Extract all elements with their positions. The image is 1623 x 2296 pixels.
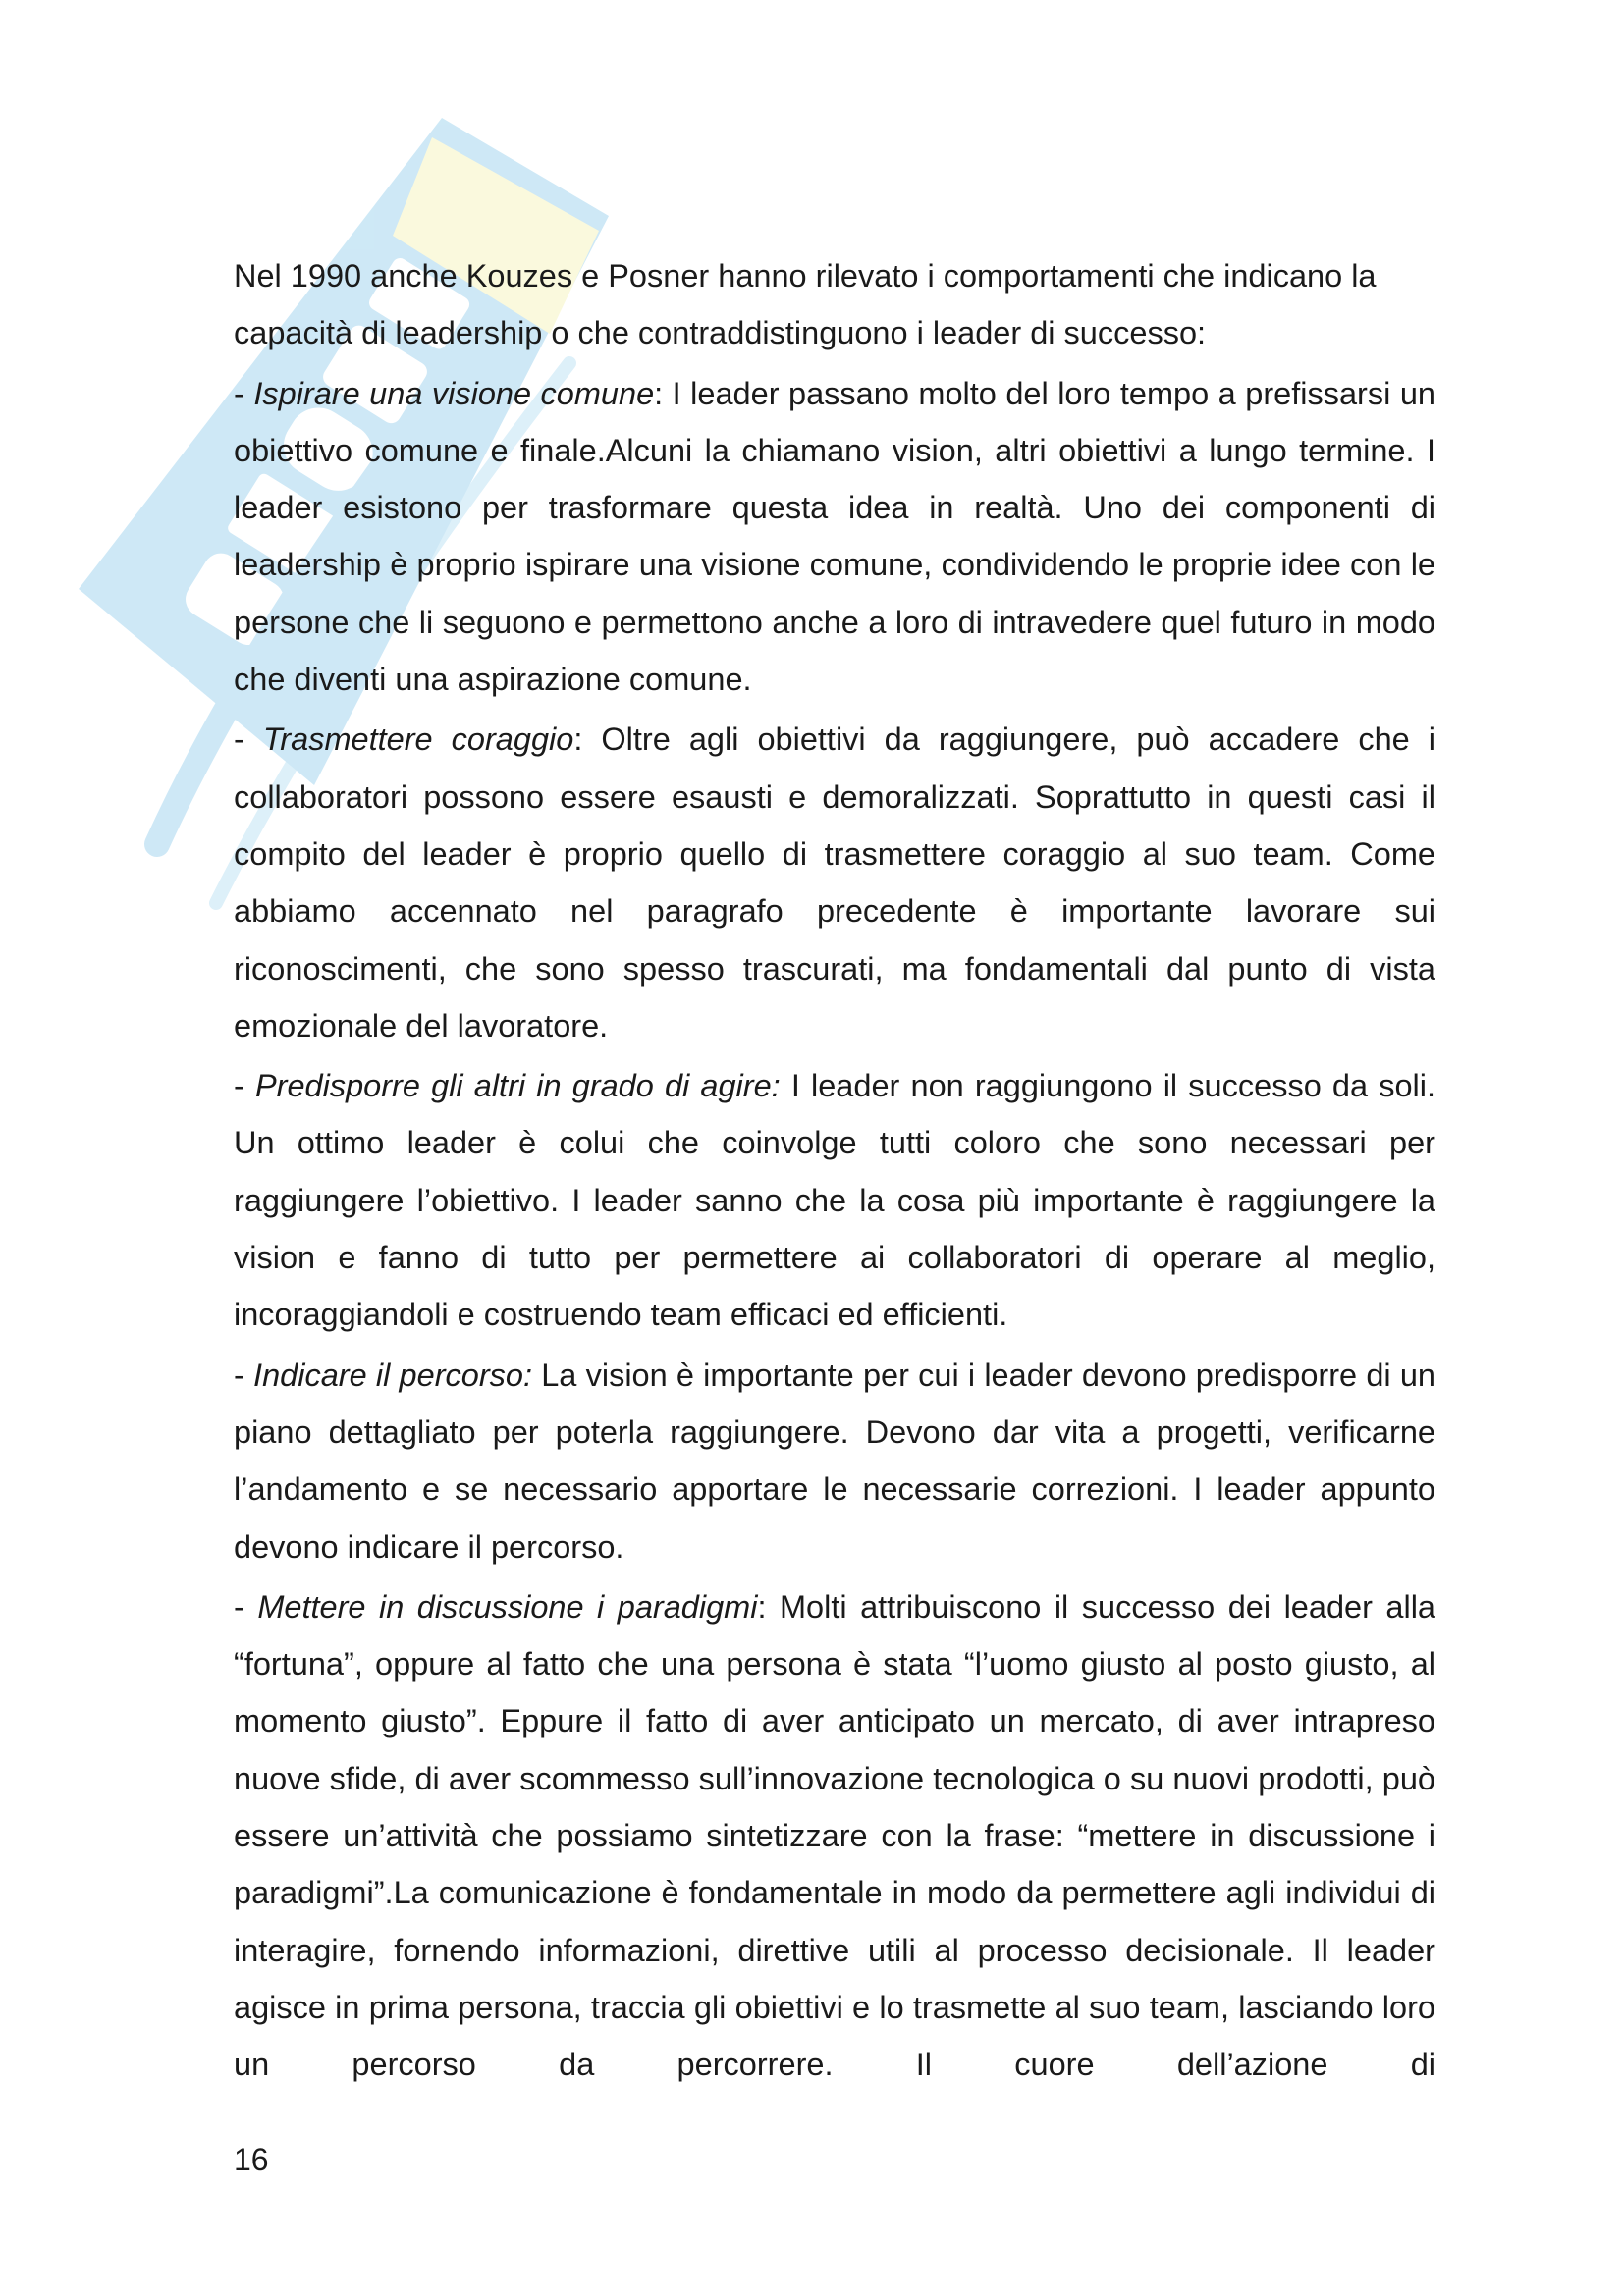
paragraph-lead: Mettere in discussione i paradigmi: [257, 1588, 758, 1625]
paragraph-text: Nel 1990 anche Kouzes e Posner hanno rilevato i comportamenti che indicano la capacità di leadership o che contraddistinguono i leader di successo:: [234, 258, 1377, 351]
bullet-dash: -: [234, 721, 263, 758]
paragraph-lead: Indicare il percorso:: [253, 1357, 533, 1393]
paragraph-intro: [234, 247, 1435, 362]
paragraph-vision: [234, 365, 1435, 709]
paragraph-paradigms: [234, 1578, 1435, 2094]
document-body: [234, 247, 1435, 2097]
paragraph-text: : Molti attribuiscono il successo dei leader alla “fortuna”, oppure al fatto che una persona è stata “l’uomo giusto al posto giusto, al momento giusto”. Eppure il fatto di aver anticipato un mercato, di aver intrapreso nuove sfide, di aver scommesso sull’innovazione tecnologica o su nuovi prodotti, può essere un’attività che possiamo sintetizzare con la frase: “mettere in discussione i paradigmi”.La comunicazione è fondamentale in modo da permettere agli individui di interagire, fornendo informazioni, direttive utili al processo decisionale. Il leader agisce in prima persona, traccia gli obiettivi e lo trasmette al suo team, lasciando loro un percorso da percorrere. Il cuore dell’azione di: [234, 1588, 1435, 2083]
paragraph-lead: Trasmettere coraggio: [262, 721, 574, 758]
bullet-dash: -: [234, 375, 254, 411]
bullet-dash: -: [234, 1357, 254, 1393]
paragraph-text: La vision è importante per cui i leader devono predisporre di un piano dettagliato per poterla raggiungere. Devono dar vita a progetti, verificarne l’andamento e se necessario apportare le necessarie correzioni. I leader appunto devono indicare il percorso.: [234, 1357, 1435, 1565]
paragraph-text: I leader non raggiungono il successo da soli. Un ottimo leader è colui che coinvolge tutti coloro che sono necessari per raggiungere l’obiettivo. I leader sanno che la cosa più importante è raggiungere la vision e fanno di tutto per permettere ai collaboratori di operare al meglio, incoraggiandoli e costruendo team efficaci ed efficienti.: [234, 1068, 1435, 1333]
paragraph-enable-others: [234, 1057, 1435, 1343]
paragraph-path: [234, 1347, 1435, 1575]
bullet-dash: -: [234, 1068, 255, 1104]
paragraph-text: : Oltre agli obiettivi da raggiungere, può accadere che i collaboratori possono essere esausti e demoralizzati. Soprattutto in questi casi il compito del leader è proprio quello di trasmettere coraggio al suo team. Come abbiamo accennato nel paragrafo precedente è importante lavorare sui riconoscimenti, che sono spesso trascurati, ma fondamentali dal punto di vista emozionale del lavoratore.: [234, 721, 1435, 1043]
paragraph-lead: Predisporre gli altri in grado di agire:: [254, 1068, 781, 1104]
paragraph-text: : I leader passano molto del loro tempo a prefissarsi un obiettivo comune e finale.Alcuni la chiamano vision, altri obiettivi a lungo termine. I leader esistono per trasformare questa idea in realtà. Uno dei componenti di leadership è proprio ispirare una visione comune, condividendo le proprie idee con le persone che li seguono e permettono anche a loro di intravedere quel futuro in modo che diventi una aspirazione comune.: [234, 375, 1435, 698]
paragraph-courage: [234, 711, 1435, 1054]
bullet-dash: -: [234, 1588, 258, 1625]
paragraph-lead: Ispirare una visione comune: [253, 375, 655, 411]
page-number: 16: [234, 2142, 269, 2177]
